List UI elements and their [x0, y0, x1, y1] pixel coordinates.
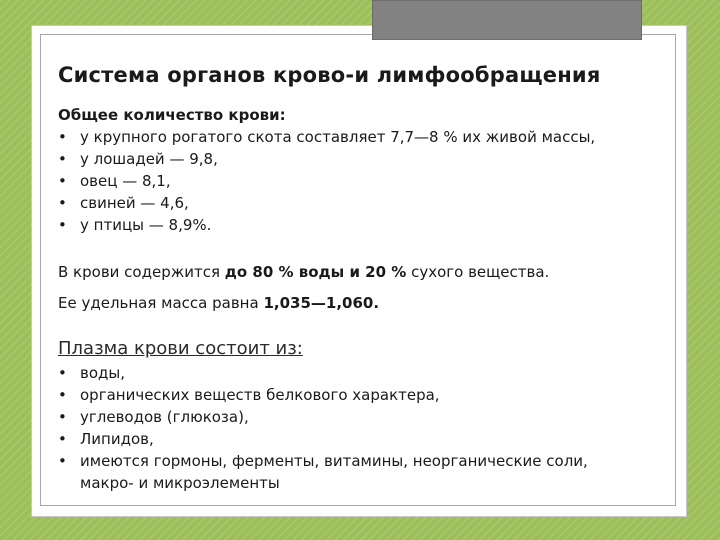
- bullet-icon: •: [58, 408, 67, 426]
- bullet-icon: •: [58, 386, 67, 404]
- plasma-heading: Плазма крови состоит из:: [58, 338, 303, 359]
- bullet-icon: •: [58, 194, 67, 212]
- list-item: • у птицы — 8,9%.: [58, 216, 212, 234]
- list-item: • воды,: [58, 364, 125, 382]
- specific-mass-paragraph: Ее удельная масса равна 1,035—1,060.: [58, 294, 380, 312]
- list-item: • органических веществ белкового характера,: [58, 386, 440, 404]
- bullet-icon: •: [58, 452, 67, 470]
- slide-title: Система органов крово-и лимфообращения: [58, 63, 601, 87]
- blood-total-heading: Общее количество крови:: [58, 106, 286, 124]
- bullet-icon: •: [58, 216, 67, 234]
- bullet-icon: •: [58, 172, 67, 190]
- bullet-icon: •: [58, 128, 67, 146]
- list-item: • у крупного рогатого скота составляет 7,7—8 % их живой массы,: [58, 128, 596, 146]
- plasma-list: [58, 362, 625, 494]
- list-item: • Липидов,: [58, 430, 154, 448]
- water-content-paragraph: В крови содержится до 80 % воды и 20 % сухого вещества.: [58, 263, 550, 281]
- decorative-tab: [372, 0, 642, 40]
- list-item: • углеводов (глюкоза),: [58, 408, 249, 426]
- list-item: • у лошадей — 9,8,: [58, 150, 218, 168]
- list-item: • овец — 8,1,: [58, 172, 171, 190]
- bullet-icon: •: [58, 364, 67, 382]
- list-item: • имеются гормоны, ферменты, витамины, неорганические соли, макро- и микроэлементы: [58, 452, 588, 492]
- blood-total-list: [58, 126, 595, 236]
- bullet-icon: •: [58, 150, 67, 168]
- bullet-icon: •: [58, 430, 67, 448]
- list-item: • свиней — 4,6,: [58, 194, 189, 212]
